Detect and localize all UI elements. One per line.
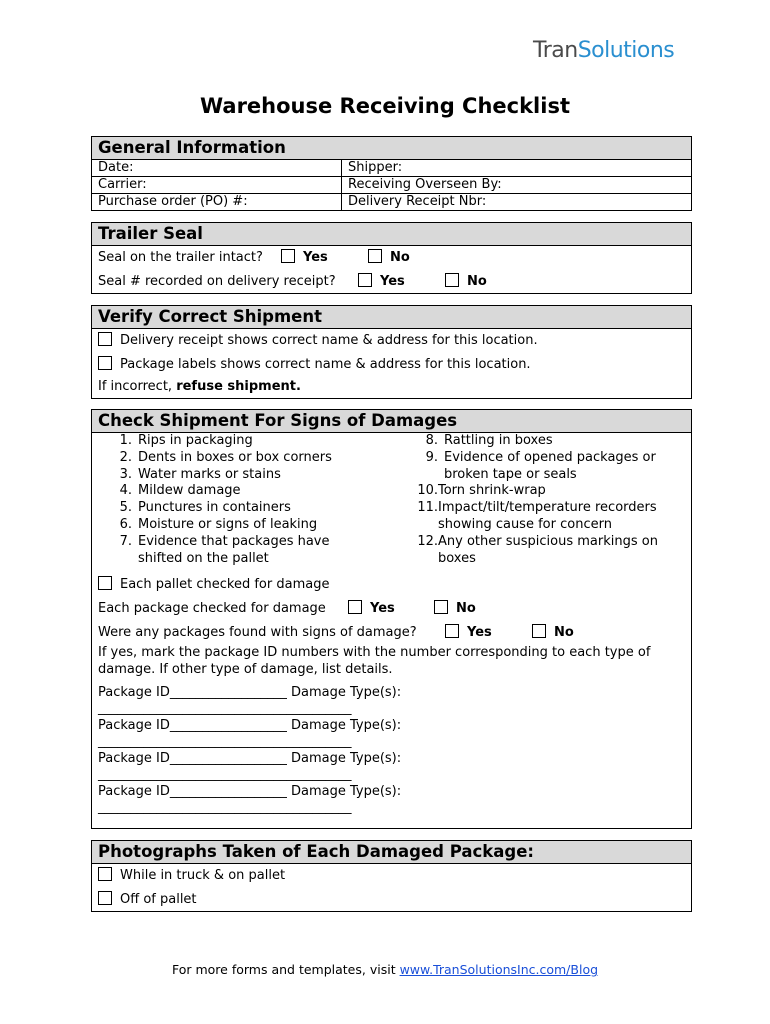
pallet-checked-checkbox[interactable] — [98, 576, 112, 590]
delivery-receipt-checkbox[interactable] — [98, 332, 112, 346]
list-item — [414, 500, 684, 534]
general-information-section — [91, 136, 692, 211]
section-header: Check Shipment For Signs of Damages — [92, 410, 691, 433]
damage-found-yes-checkbox[interactable] — [445, 624, 459, 638]
yes-label: Yes — [370, 601, 395, 616]
pallet-checked-row — [92, 573, 691, 597]
damage-types-list — [92, 433, 691, 573]
package-checked-no-option — [434, 597, 476, 621]
list-item — [104, 517, 364, 534]
carrier-field[interactable]: Carrier: — [92, 177, 342, 194]
photo-in-truck-row — [92, 864, 691, 888]
damage-found-no-checkbox[interactable] — [532, 624, 546, 638]
section-header: Verify Correct Shipment — [92, 306, 691, 329]
seal-intact-no-option — [368, 246, 410, 270]
verify-shipment-section — [91, 305, 692, 399]
package-entries — [92, 685, 691, 817]
logo-text-tran: Tran — [533, 38, 578, 63]
refuse-note-prefix: If incorrect, — [98, 379, 173, 394]
delivery-receipt-check-row — [92, 329, 691, 353]
photo-in-truck-label: While in truck & on pallet — [120, 868, 286, 883]
package-checked-question: Each package checked for damage — [98, 601, 326, 616]
package-id-field[interactable]: Package ID__________________ Damage Type(s): — [98, 783, 402, 799]
no-label: No — [456, 601, 476, 616]
package-id-field[interactable]: Package ID__________________ Damage Type(s): — [98, 750, 402, 766]
shipper-field[interactable]: Shipper: — [342, 160, 691, 177]
section-header: Photographs Taken of Each Damaged Package: — [92, 841, 691, 864]
damage-type-line[interactable]: _______________________________________ — [98, 767, 352, 783]
item-number: 1. — [119, 433, 132, 448]
package-labels-check-label: Package labels shows correct name & address for this location. — [120, 357, 531, 372]
general-info-table — [92, 160, 691, 210]
list-item — [104, 433, 364, 450]
photographs-section — [91, 840, 692, 912]
item-number: 12. — [417, 533, 438, 549]
seal-recorded-row — [92, 270, 691, 294]
section-header: Trailer Seal — [92, 223, 691, 246]
damage-found-question: Were any packages found with signs of damage? — [98, 625, 417, 640]
po-number-field[interactable]: Purchase order (PO) #: — [92, 194, 342, 210]
photo-off-pallet-row — [92, 888, 691, 912]
seal-recorded-yes-option — [358, 270, 405, 294]
item-text: Any other suspicious markings on boxes — [438, 533, 658, 566]
no-label: No — [554, 625, 574, 640]
item-text: Evidence that packages have shifted on the pallet — [138, 533, 330, 566]
item-text: Mildew damage — [138, 483, 241, 499]
refuse-note — [92, 377, 691, 397]
damage-type-line[interactable]: _______________________________________ — [98, 734, 352, 750]
yes-label: Yes — [380, 274, 405, 289]
delivery-receipt-check-label: Delivery receipt shows correct name & address for this location. — [120, 333, 538, 348]
item-number: 6. — [119, 516, 132, 532]
footer-link[interactable]: www.TranSolutionsInc.com/Blog — [399, 962, 599, 977]
item-text: Dents in boxes or box corners — [138, 449, 332, 465]
yes-label: Yes — [303, 250, 328, 265]
seal-recorded-question: Seal # recorded on delivery receipt? — [98, 274, 336, 289]
damage-type-line[interactable]: _______________________________________ — [98, 800, 352, 816]
item-number: 7. — [119, 533, 132, 549]
list-item — [104, 467, 364, 484]
damages-section — [91, 409, 692, 829]
list-item — [414, 433, 684, 450]
seal-recorded-yes-checkbox[interactable] — [358, 273, 372, 287]
seal-recorded-no-checkbox[interactable] — [445, 273, 459, 287]
no-label: No — [390, 250, 410, 265]
package-id-field[interactable]: Package ID__________________ Damage Type(s): — [98, 684, 402, 700]
page-title: Warehouse Receiving Checklist — [199, 94, 570, 118]
damage-found-yes-option — [445, 621, 492, 645]
trailer-seal-section — [91, 222, 692, 294]
package-checked-yes-checkbox[interactable] — [348, 600, 362, 614]
item-text: Water marks or stains — [138, 466, 281, 482]
item-text: Rips in packaging — [138, 433, 253, 448]
damage-type-line[interactable]: _______________________________________ — [98, 701, 352, 717]
item-number: 8. — [425, 433, 438, 448]
company-logo — [533, 38, 674, 64]
list-item — [414, 483, 684, 500]
item-text: Rattling in boxes — [444, 433, 553, 448]
section-header: General Information — [92, 137, 691, 160]
item-number: 5. — [119, 500, 132, 516]
seal-intact-no-checkbox[interactable] — [368, 249, 382, 263]
seal-intact-question: Seal on the trailer intact? — [98, 250, 263, 265]
seal-recorded-no-option — [445, 270, 487, 294]
item-text: Torn shrink-wrap — [438, 483, 546, 499]
damage-found-no-option — [532, 621, 574, 645]
damage-instructions: If yes, mark the package ID numbers with the number corresponding to each type of damage. If other type of damage, list details. — [98, 645, 651, 677]
package-checked-row — [92, 597, 691, 621]
list-item — [104, 483, 364, 500]
package-checked-no-checkbox[interactable] — [434, 600, 448, 614]
package-id-field[interactable]: Package ID__________________ Damage Type(s): — [98, 717, 402, 733]
item-number: 11. — [417, 500, 438, 516]
item-text: Punctures in containers — [138, 500, 291, 516]
package-checked-yes-option — [348, 597, 395, 621]
photo-in-truck-checkbox[interactable] — [98, 867, 112, 881]
footer — [0, 962, 770, 977]
footer-text: For more forms and templates, visit — [171, 962, 396, 977]
item-number: 3. — [119, 466, 132, 482]
item-number: 9. — [425, 449, 438, 465]
list-item — [104, 500, 364, 517]
list-item — [414, 534, 684, 568]
yes-label: Yes — [467, 625, 492, 640]
list-item — [104, 450, 364, 467]
receiving-overseen-field[interactable]: Receiving Overseen By: — [342, 177, 691, 194]
list-item — [104, 534, 364, 568]
item-text: Impact/tilt/temperature recorders showing cause for concern — [438, 500, 657, 532]
damage-found-row — [92, 621, 691, 645]
item-text: Moisture or signs of leaking — [138, 516, 318, 532]
delivery-receipt-field[interactable]: Delivery Receipt Nbr: — [348, 194, 487, 209]
damage-list-right — [414, 433, 684, 567]
refuse-note-bold: refuse shipment. — [176, 379, 301, 394]
item-number: 10. — [417, 483, 438, 499]
damage-list-left — [104, 433, 364, 567]
seal-intact-yes-option — [281, 246, 328, 270]
item-text: Evidence of opened packages or broken tape or seals — [444, 449, 656, 482]
no-label: No — [467, 274, 487, 289]
list-item — [414, 450, 684, 484]
pallet-checked-label: Each pallet checked for damage — [120, 577, 330, 592]
seal-intact-yes-checkbox[interactable] — [281, 249, 295, 263]
package-labels-check-row — [92, 353, 691, 377]
seal-intact-row — [92, 246, 691, 270]
photo-off-pallet-label: Off of pallet — [120, 892, 197, 907]
date-field[interactable]: Date: — [92, 160, 342, 177]
logo-text-solutions: Solutions — [577, 38, 675, 63]
item-number: 2. — [119, 449, 132, 465]
package-labels-checkbox[interactable] — [98, 356, 112, 370]
item-number: 4. — [119, 483, 132, 499]
photo-off-pallet-checkbox[interactable] — [98, 891, 112, 905]
